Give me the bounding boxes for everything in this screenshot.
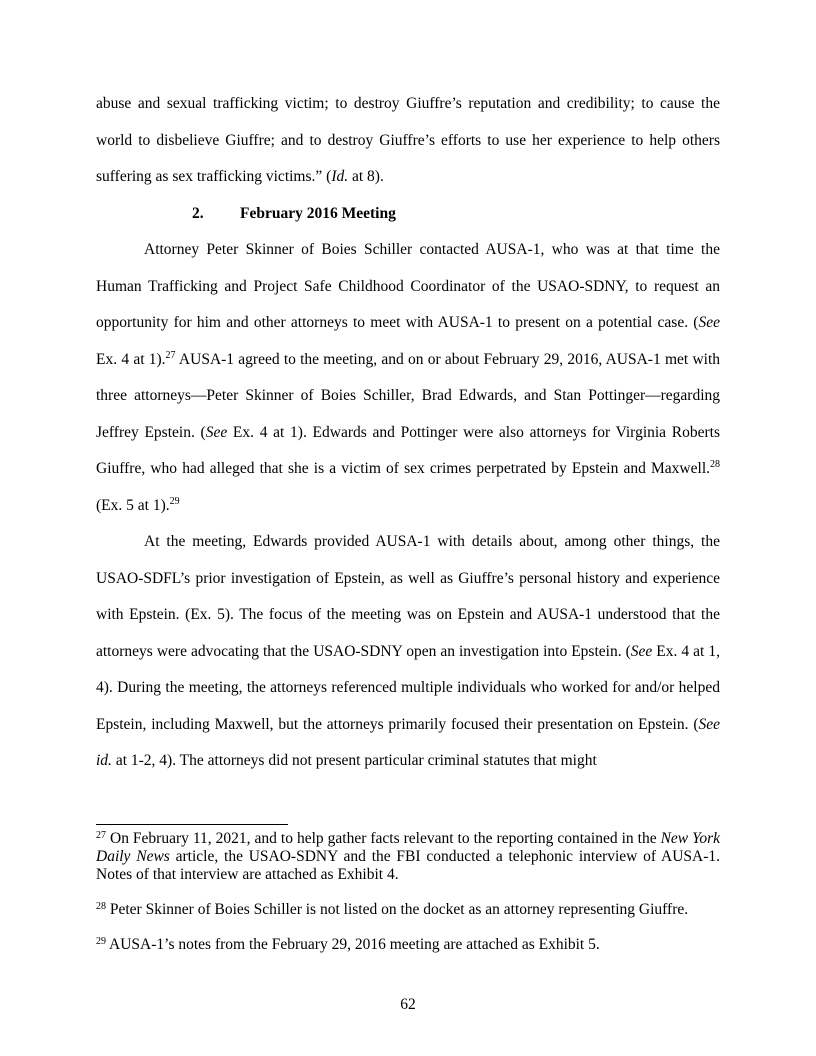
footnote-text: article, the USAO-SDNY and the FBI conducted a telephonic interview of AUSA-1. Notes of that interview are attached as Exhibit 4.: [96, 848, 720, 883]
paragraph-text: abuse and sexual trafficking victim; to destroy Giuffre’s reputation and credibility; to cause the world to disbelieve Giuffre; and to destroy Giuffre’s efforts to use her experience to help others suffering as sex trafficking victims.” (: [96, 95, 720, 185]
footnote-text: AUSA-1’s notes from the February 29, 2016 meeting are attached as Exhibit 5.: [106, 936, 600, 953]
paragraph-text: AUSA-1 agreed to the meeting, and on or about February 29, 2016, AUSA-1 met with three attorneys—Peter Skinner of Boies Schiller, Brad Edwards, and Stan Pottinger—regarding Jeffrey Epstein. (: [96, 350, 720, 441]
heading-number: 2.: [192, 204, 204, 222]
footnotes: [96, 830, 720, 971]
footnote-ref-29: 29: [169, 495, 180, 507]
signal-see: See: [698, 314, 720, 331]
footnote-ref-27: 27: [165, 349, 176, 361]
document-body: [96, 86, 720, 780]
footnote-28: [96, 901, 720, 919]
paragraph-meeting-request: [96, 232, 720, 524]
paragraph-text: (Ex. 5 at 1).: [96, 496, 170, 514]
paragraph-meeting-details: [96, 524, 720, 780]
paragraph-text: At the meeting, Edwards provided AUSA-1 with details about, among other things, the USAO-SDFL’s prior investigation of Epstein, as well as Giuffre’s personal history and experience with Epstein. (Ex. 5). The focus of the meeting was on Epstein and AUSA-1 understood that the attorneys were advocating that the USAO-SDNY open an investigation into Epstein. (: [96, 533, 720, 660]
footnote-ref-28: 28: [710, 459, 720, 470]
paragraph-text: Ex. 4 at 1).: [96, 350, 166, 368]
paragraph-text: Ex. 4 at 1, 4). During the meeting, the attorneys referenced multiple individuals who worked for and/or helped Epstein, including Maxwell, but the attorneys primarily focused their presentation on Epstein. (: [96, 642, 721, 733]
footnote-number: 28: [96, 901, 106, 912]
section-heading: [96, 196, 720, 233]
paragraph-text: at 8).: [348, 168, 384, 185]
footnote-separator: [96, 824, 288, 825]
footnote-text: On February 11, 2021, and to help gather facts relevant to the reporting contained in the: [106, 830, 661, 847]
paragraph-continued: [96, 86, 720, 196]
footnote-number: 27: [96, 830, 106, 841]
signal-see-id: See id.: [96, 715, 720, 769]
paragraph-text: Attorney Peter Skinner of Boies Schiller contacted AUSA-1, who was at that time the Human Trafficking and Project Safe Childhood Coordinator of the USAO-SDNY, to request an opportunity for him and other attorneys to meet with AUSA-1 to present on a potential case. (: [96, 241, 720, 331]
page-number: 62: [400, 996, 416, 1013]
footnote-number: 29: [96, 936, 106, 947]
footnote-29: [96, 936, 720, 954]
heading-title: February 2016 Meeting: [240, 204, 396, 222]
signal-see: See: [205, 423, 228, 441]
footnote-27: [96, 830, 720, 884]
signal-see: See: [630, 642, 653, 660]
footnote-text: Peter Skinner of Boies Schiller is not listed on the docket as an attorney representing Giuffre.: [106, 901, 689, 918]
citation-italic: Id.: [331, 168, 349, 185]
publication-title: New York Daily News: [96, 830, 720, 865]
paragraph-text: at 1-2, 4). The attorneys did not present particular criminal statutes that might: [111, 752, 597, 769]
paragraph-text: Ex. 4 at 1). Edwards and Pottinger were also attorneys for Virginia Roberts Giuffre, who had alleged that she is a victim of sex crimes perpetrated by Epstein and Maxwell.: [96, 423, 720, 477]
